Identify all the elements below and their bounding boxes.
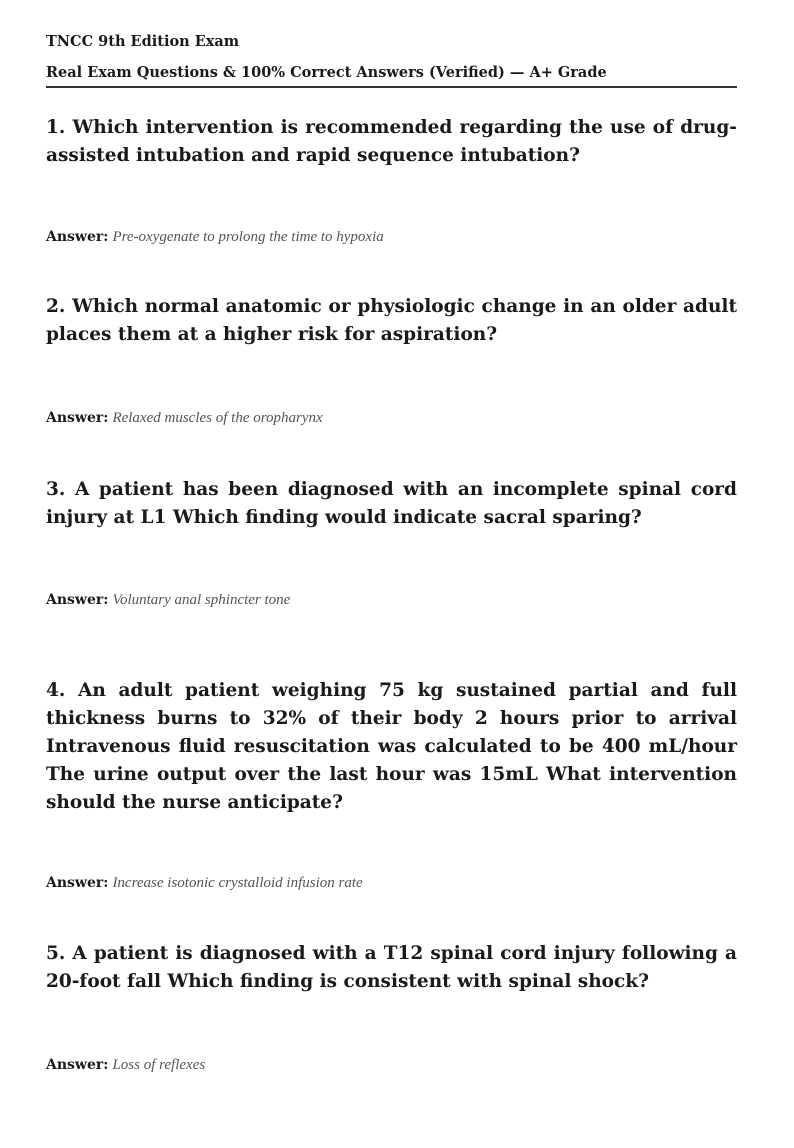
answer-3 [46, 592, 290, 609]
question-text: Which normal anatomic or physiologic change in an older adult places them at a higher risk for aspiration? [46, 296, 737, 345]
question-1 [46, 114, 737, 170]
answer-2 [46, 410, 323, 427]
document-subtitle: Real Exam Questions & 100% Correct Answers (Verified) — A+ Grade [46, 64, 607, 81]
question-text: An adult patient weighing 75 kg sustained partial and full thickness burns to 32% of their body 2 hours prior to arrival Intravenous fluid resuscitation was calculated to be 400 mL/hour The urine output over the last hour was 15mL What intervention should the nurse anticipate? [46, 680, 737, 813]
question-number: 5. [46, 943, 66, 964]
question-2 [46, 293, 737, 349]
answer-text: Loss of reflexes [112, 1057, 206, 1073]
header-divider [46, 86, 737, 88]
question-3 [46, 476, 737, 532]
answer-text: Pre-oxygenate to prolong the time to hypoxia [112, 229, 384, 245]
answer-label: Answer: [46, 875, 109, 891]
answer-label: Answer: [46, 1057, 109, 1073]
document-title: TNCC 9th Edition Exam [46, 33, 240, 50]
answer-text: Increase isotonic crystalloid infusion rate [112, 875, 363, 891]
question-text: A patient has been diagnosed with an incomplete spinal cord injury at L1 Which finding would indicate sacral sparing? [46, 479, 737, 528]
question-text: Which intervention is recommended regarding the use of drug-assisted intubation and rapid sequence intubation? [46, 117, 737, 166]
answer-text: Voluntary anal sphincter tone [112, 592, 291, 608]
answer-4 [46, 875, 363, 892]
answer-label: Answer: [46, 410, 109, 426]
question-4 [46, 677, 737, 817]
answer-5 [46, 1057, 205, 1074]
answer-label: Answer: [46, 229, 109, 245]
answer-text: Relaxed muscles of the oropharynx [112, 410, 323, 426]
question-number: 4. [46, 680, 66, 701]
question-text: A patient is diagnosed with a T12 spinal cord injury following a 20-foot fall Which finding is consistent with spinal shock? [46, 943, 737, 992]
question-5 [46, 940, 737, 996]
question-number: 3. [46, 479, 66, 500]
answer-1 [46, 229, 384, 246]
answer-label: Answer: [46, 592, 109, 608]
question-number: 1. [46, 117, 66, 138]
question-number: 2. [46, 296, 66, 317]
